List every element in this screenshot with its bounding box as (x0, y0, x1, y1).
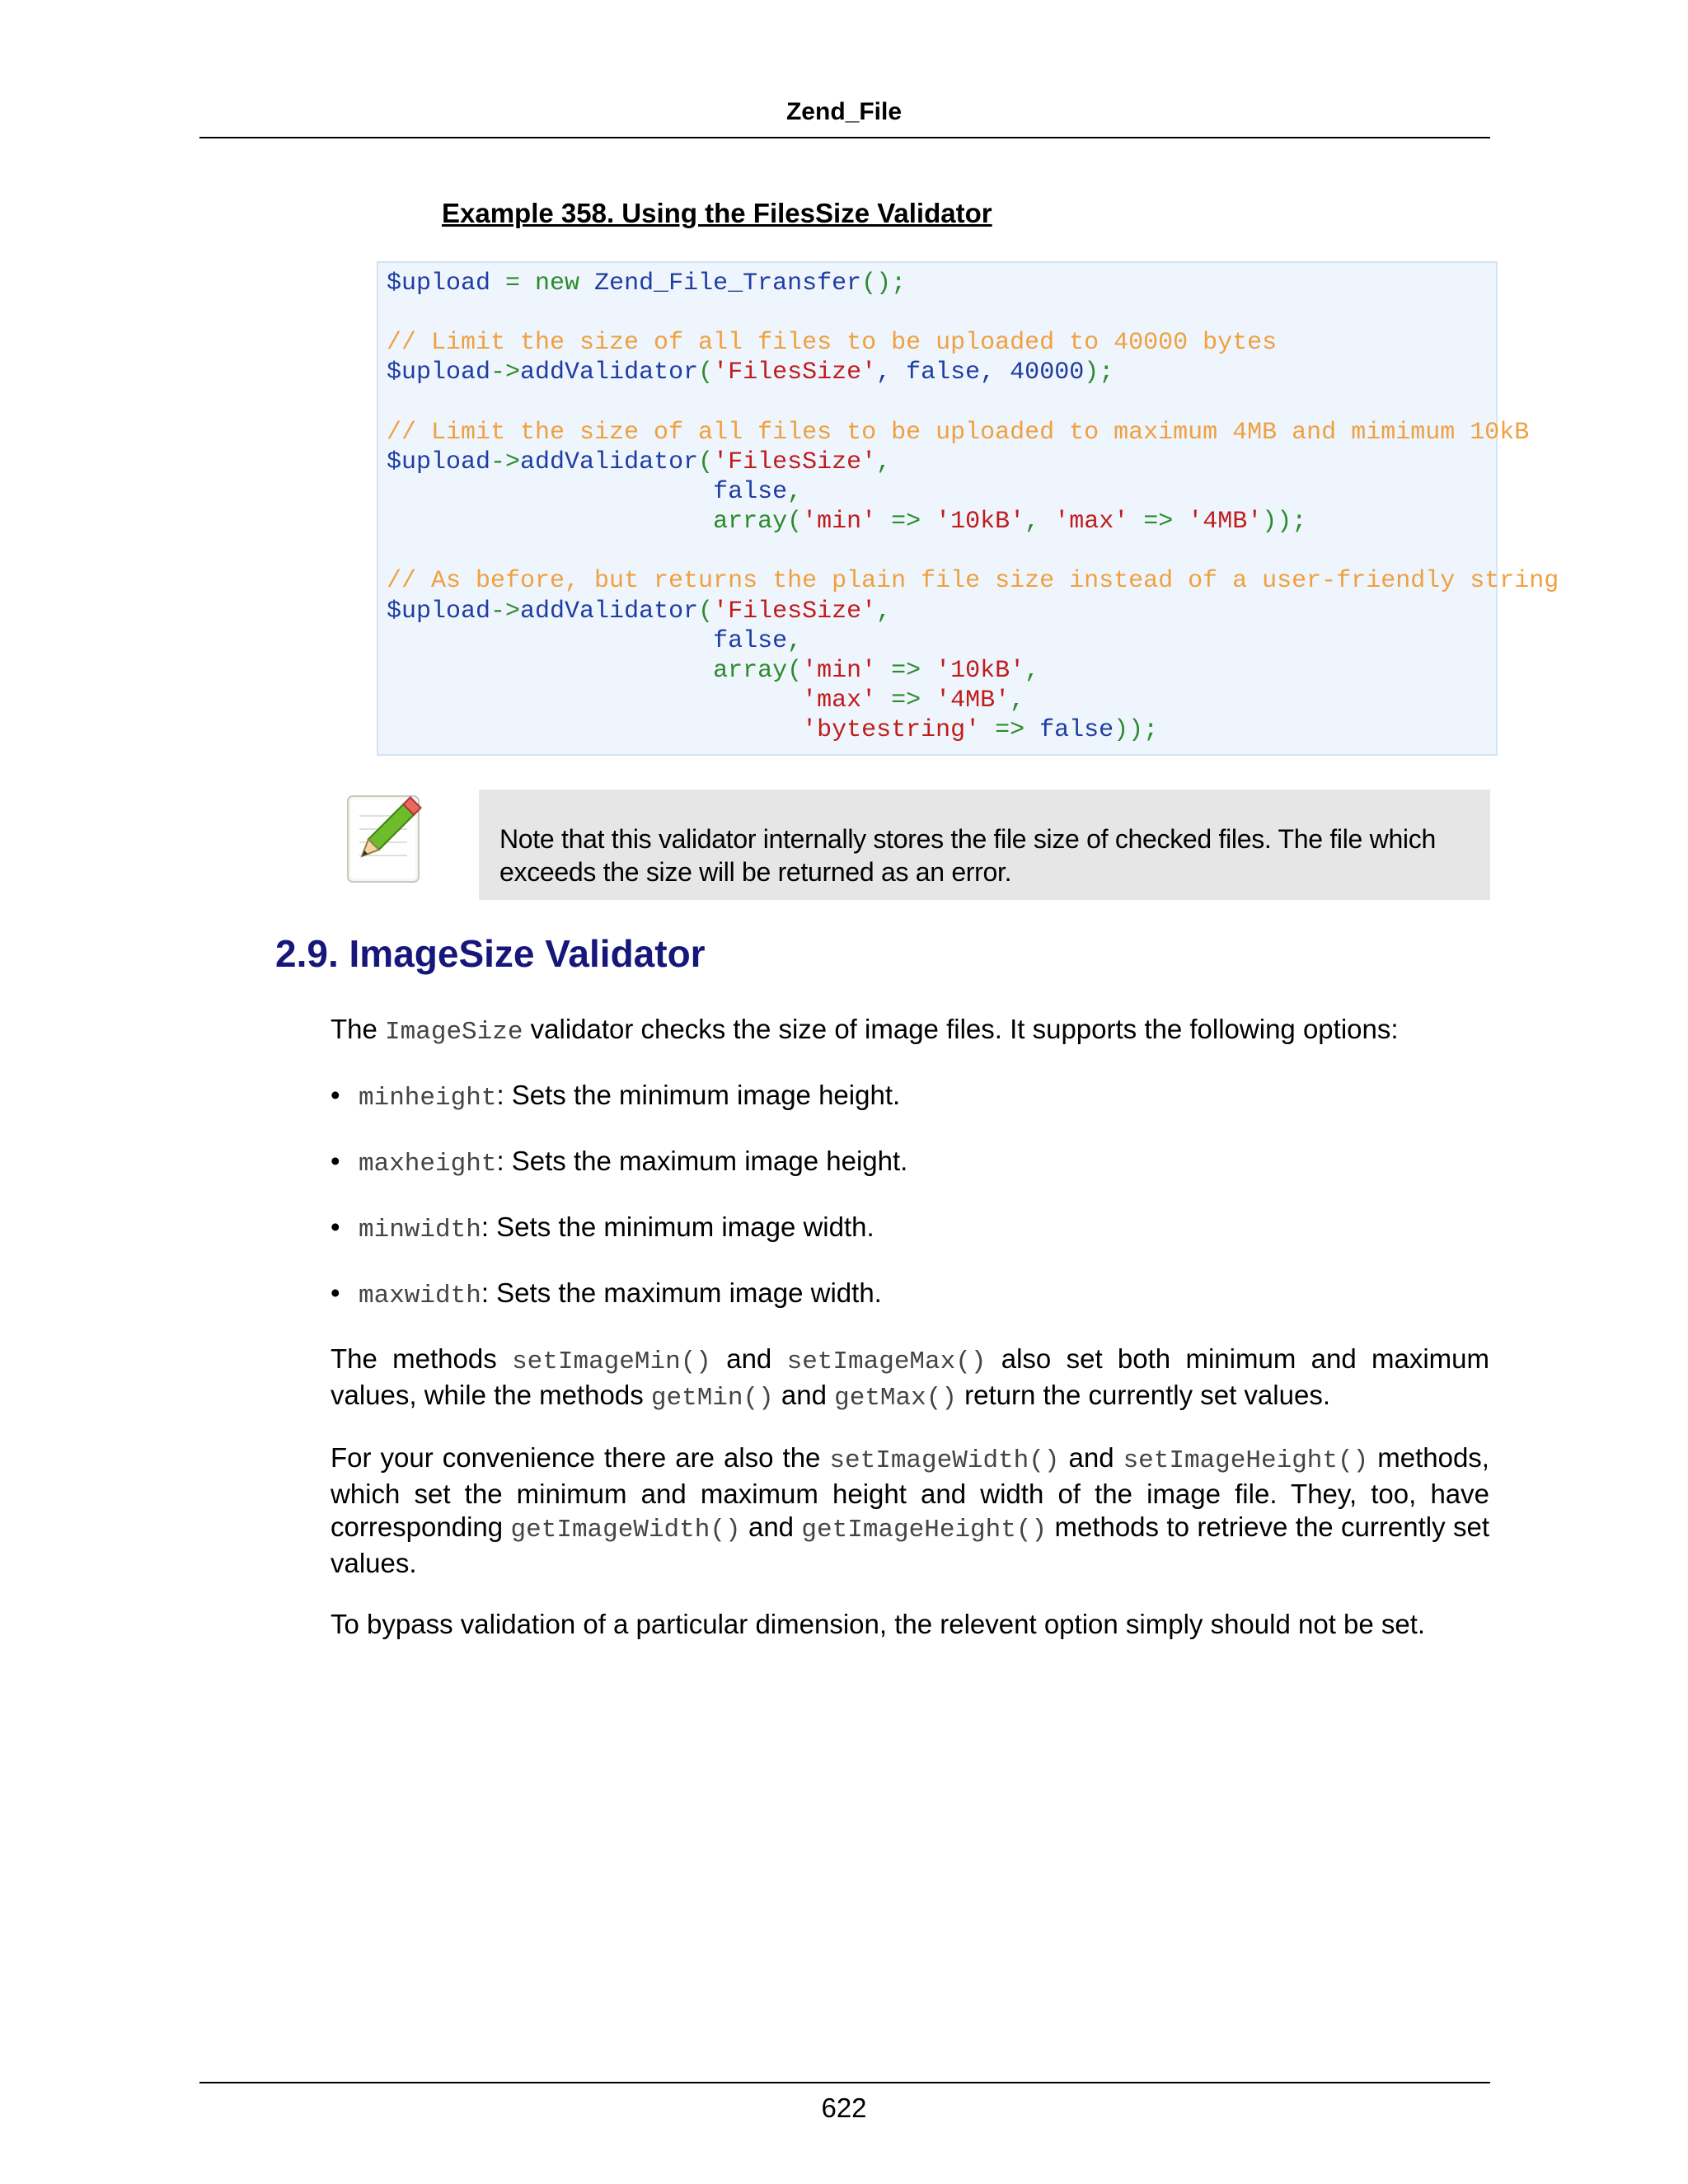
option-name: minheight (359, 1084, 497, 1113)
code-line (387, 537, 1559, 566)
code-comment: // As before, but returns the plain file size instead of a user-friendly string (387, 567, 1559, 596)
inline-code: setImageMax() (786, 1347, 987, 1376)
inline-code: setImageWidth() (829, 1446, 1060, 1475)
code-line: false, (713, 626, 803, 655)
section-heading: 2.9. ImageSize Validator (275, 932, 706, 975)
code-line (387, 298, 1559, 328)
inline-code: getImageHeight() (801, 1516, 1048, 1544)
footer-rule (199, 2082, 1490, 2083)
methods-paragraph: The methods setImageMin() and setImageMax() also set both minimum and maximum values, while the methods getMin() and getMax() return the currently set values. (331, 1343, 1489, 1413)
option-desc: : Sets the minimum image height. (496, 1080, 901, 1110)
running-header: Zend_File (785, 98, 903, 125)
inline-code: getImageWidth() (510, 1516, 741, 1544)
option-desc: : Sets the maximum image height. (496, 1146, 908, 1176)
header-rule (199, 137, 1490, 138)
code-line: 'max' => '4MB', (802, 686, 1025, 715)
code-listing (387, 269, 1559, 745)
option-desc: : Sets the maximum image width. (481, 1277, 882, 1308)
inline-code: ImageSize (385, 1018, 523, 1047)
inline-code: getMax() (834, 1384, 957, 1413)
convenience-paragraph: For your convenience there are also the setImageWidth() and setImageHeight() methods, which set the minimum and maximum height and width of the image file. They, too, have corresponding getImageWidth() and getImageHeight() methods to retrieve the currently set values. (331, 1442, 1489, 1578)
code-line: 'bytestring' => false)); (802, 716, 1159, 745)
code-line: array('min' => '10kB', (713, 656, 1040, 685)
option-item: • minheight: Sets the minimum image height. (331, 1080, 901, 1113)
inline-code: getMin() (650, 1384, 774, 1413)
code-comment: // Limit the size of all files to be uploaded to maximum 4MB and mimimum 10kB (387, 418, 1530, 447)
code-line (387, 388, 1559, 418)
code-comment: // Limit the size of all files to be uploaded to 40000 bytes (387, 329, 1278, 358)
intro-paragraph: The ImageSize validator checks the size of image files. It supports the following options: (331, 1014, 1399, 1047)
option-item: • minwidth: Sets the minimum image width. (331, 1212, 874, 1244)
code-line: $upload->addValidator('FilesSize', (387, 448, 892, 476)
option-name: maxheight (359, 1150, 497, 1179)
code-line: $upload->addValidator('FilesSize', (387, 597, 892, 626)
option-item: • maxwidth: Sets the maximum image width. (331, 1277, 882, 1310)
option-desc: : Sets the minimum image width. (481, 1212, 874, 1242)
note-text: Note that this validator internally stores the file size of checked files. The file which exceeds the size will be returned as an error. (499, 824, 1436, 887)
page-number: 622 (821, 2093, 867, 2123)
option-name: minwidth (359, 1216, 481, 1244)
option-name: maxwidth (359, 1282, 481, 1310)
pencil-note-icon (336, 793, 427, 892)
code-line: false, (713, 477, 803, 506)
bypass-paragraph: To bypass validation of a particular dimension, the relevent option simply should not be set. (331, 1609, 1426, 1639)
code-line: array('min' => '10kB', 'max' => '4MB')); (713, 508, 1307, 537)
code-line: $upload = new Zend_File_Transfer(); (387, 269, 907, 298)
option-item: • maxheight: Sets the maximum image height. (331, 1146, 908, 1179)
code-line: $upload->addValidator('FilesSize', false, 40000); (387, 359, 1114, 387)
inline-code: setImageHeight() (1123, 1446, 1369, 1475)
example-title: Example 358. Using the FilesSize Validator (442, 198, 992, 228)
inline-code: setImageMin() (512, 1347, 711, 1376)
